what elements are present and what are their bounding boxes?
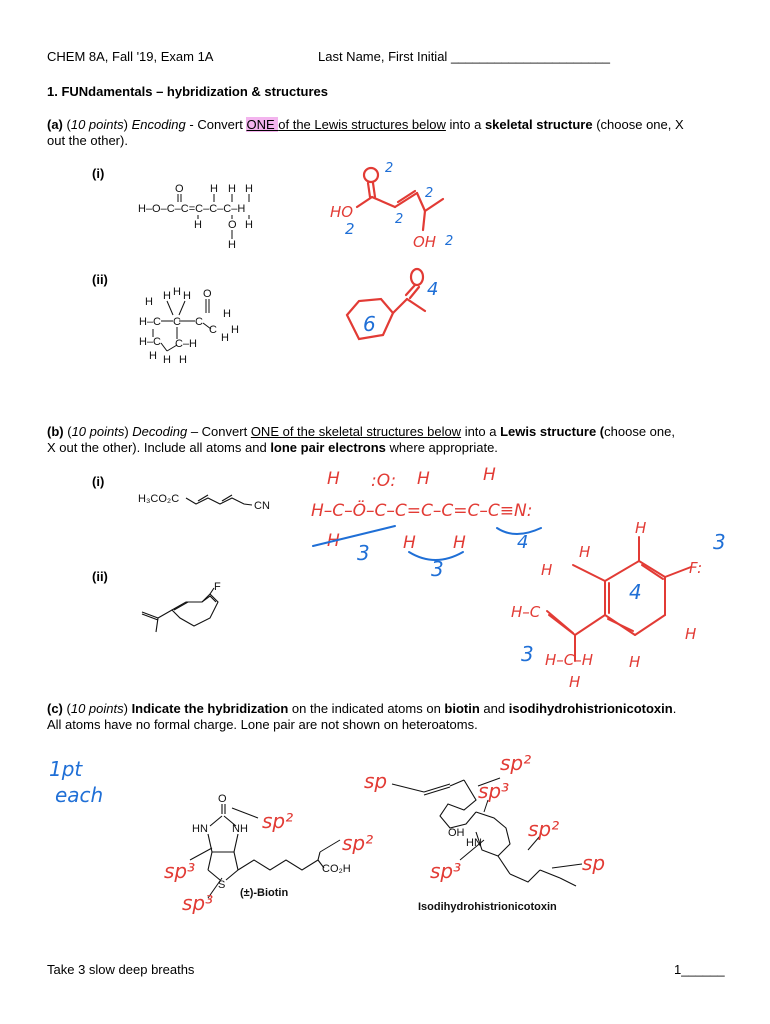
svg-text:C–H: C–H xyxy=(175,338,198,350)
lewis-structure-a-i xyxy=(130,180,290,260)
hw-count-b3: 4 xyxy=(517,532,529,553)
part-b-i: (i) xyxy=(92,474,105,489)
part-b-bold2: lone pair electrons xyxy=(270,440,386,455)
svg-text:H: H xyxy=(569,673,581,691)
course-header: CHEM 8A, Fall '19, Exam 1A xyxy=(47,49,214,64)
svg-text:O: O xyxy=(203,288,212,300)
part-a-line2: out the other). xyxy=(47,133,128,148)
svg-text:H: H xyxy=(417,469,430,489)
hw-count-ring-b: 4 xyxy=(629,580,642,604)
hw-count-b1: 3 xyxy=(357,541,370,565)
part-b-line2 xyxy=(47,440,498,456)
svg-text:H: H xyxy=(210,183,218,195)
toxin-hn: HN xyxy=(466,837,482,849)
skeletal-b-ii xyxy=(130,580,230,650)
answer-a-i-skeletal xyxy=(325,155,475,255)
svg-text:H: H xyxy=(629,653,641,671)
part-c-bold2: biotin xyxy=(444,701,480,716)
svg-text:H: H xyxy=(403,533,416,553)
part-c-t1: on the indicated atoms on xyxy=(288,701,445,716)
hybridization-labels xyxy=(0,740,770,930)
hw-count-ring: 6 xyxy=(363,312,376,336)
part-a-one: ONE xyxy=(246,117,279,132)
svg-text:H–C: H–C xyxy=(139,316,162,328)
hw-count-me: 2 xyxy=(425,186,434,201)
svg-text:H–O–C–C=C–C–C–H: H–O–C–C=C–C–C–H xyxy=(138,203,246,215)
svg-text:H: H xyxy=(453,533,466,553)
part-a-t4: (choose one, X xyxy=(592,117,684,132)
part-c-label: (c) xyxy=(47,701,63,716)
biotin-name: (±)-Biotin xyxy=(240,887,289,899)
svg-text:H–C: H–C xyxy=(139,336,162,348)
svg-text:H: H xyxy=(183,290,191,302)
part-a-ii: (ii) xyxy=(92,272,108,287)
part-a-encoding: Encoding xyxy=(131,117,186,132)
part-b-t3: choose one, xyxy=(604,424,675,439)
footer-note: Take 3 slow deep breaths xyxy=(47,962,195,977)
hyb-toxin-allene: sp xyxy=(582,851,606,875)
part-a-i: (i) xyxy=(92,166,105,181)
svg-text:O: O xyxy=(228,219,237,231)
hw-count-methyl: 3 xyxy=(521,642,534,666)
hw-count-b2: 3 xyxy=(431,557,444,581)
name-label xyxy=(318,49,610,65)
part-b-ii: (ii) xyxy=(92,569,108,584)
part-b-t1: – Convert xyxy=(187,424,251,439)
svg-text:H–C–H: H–C–H xyxy=(545,651,594,669)
part-b-ul: ONE of the skeletal structures below xyxy=(250,424,462,439)
part-b-line2b: where appropriate. xyxy=(385,440,498,455)
svg-text:H: H xyxy=(221,332,229,344)
hyb-toxin-n: sp³ xyxy=(430,859,462,883)
svg-text:H: H xyxy=(228,239,236,251)
svg-text:H: H xyxy=(179,354,187,366)
svg-text:H: H xyxy=(145,296,153,308)
part-a-t3: into a xyxy=(445,117,485,132)
hw-count-c: 2 xyxy=(395,212,404,227)
svg-text:H: H xyxy=(149,350,157,362)
hw-count-o: 2 xyxy=(385,161,394,176)
svg-text:H: H xyxy=(579,543,591,561)
answer-b-ii-lewis xyxy=(505,515,735,690)
part-a-bold: skeletal structure xyxy=(484,117,593,132)
hw-count-ketone: 4 xyxy=(427,279,439,300)
fluoro-label: F xyxy=(214,581,221,593)
svg-text:H: H xyxy=(223,308,231,320)
part-c-bold3: isodihydrohistrionicotoxin xyxy=(508,701,673,716)
formula-right: CN xyxy=(254,500,270,512)
hw-count-oh: 2 xyxy=(445,234,454,249)
svg-text:H–C–Ö–C–C=C–C=C–C≡N:: H–C–Ö–C–C=C–C=C–C≡N: xyxy=(311,501,533,521)
hyb-biotin-co: sp² xyxy=(262,809,294,833)
part-a-t2: of the Lewis structures below xyxy=(278,117,446,132)
svg-text:H: H xyxy=(245,219,253,231)
svg-text:H: H xyxy=(173,286,181,298)
answer-a-ii-skeletal xyxy=(335,265,455,360)
part-b-decoding: Decoding xyxy=(132,424,188,439)
hyb-biotin-ch: sp³ xyxy=(164,859,196,883)
biotin-co2h: CO₂H xyxy=(322,863,351,875)
part-a-points: 10 points xyxy=(70,117,124,132)
biotin-s: S xyxy=(218,879,226,891)
part-b-points: 10 points xyxy=(71,424,125,439)
toxin-name: Isodihydrohistrionicotoxin xyxy=(418,901,557,913)
svg-text:H: H xyxy=(327,469,340,489)
page-score: 1______ xyxy=(674,962,725,977)
svg-text:H: H xyxy=(228,183,236,195)
part-b-t2: into a xyxy=(461,424,501,439)
name-blank: ______________________ xyxy=(450,49,611,64)
toxin-oh: OH xyxy=(448,827,465,839)
part-b-label: (b) xyxy=(47,424,64,439)
svg-text:H: H xyxy=(327,531,340,551)
svg-text:H–C: H–C xyxy=(511,603,541,621)
part-b-bold1: Lewis structure ( xyxy=(500,424,605,439)
part-c-t3: . xyxy=(672,701,677,716)
part-a-prompt: (a) (10 points) Encoding - Convert ONE of the Lewis structures below into a skeletal structure (choose one, X xyxy=(47,117,684,132)
svg-text:H: H xyxy=(163,354,171,366)
part-c-bold1: Indicate the hybridization xyxy=(131,701,289,716)
question-title: 1. FUNdamentals – hybridization & structures xyxy=(47,84,329,99)
svg-text:H: H xyxy=(163,290,171,302)
hw-count-ho: 2 xyxy=(345,220,355,238)
biotin-o: O xyxy=(218,793,227,805)
biotin-nh: NH xyxy=(232,823,248,835)
hyb-toxin-c: sp² xyxy=(528,817,560,841)
hw-each: each xyxy=(55,783,104,807)
hyb-toxin-alkyne: sp xyxy=(364,769,388,793)
svg-text:F:: F: xyxy=(689,559,703,577)
hyb-biotin-s: sp³ xyxy=(182,891,214,915)
name-label-text: Last Name, First Initial xyxy=(318,49,448,64)
hw-ho: HO xyxy=(330,203,354,221)
svg-text:H: H xyxy=(245,183,253,195)
formula-left: H₃CO₂C xyxy=(138,493,180,505)
svg-text:C: C xyxy=(209,324,217,336)
svg-text:H: H xyxy=(231,324,239,336)
lewis-structure-a-ii xyxy=(135,285,250,375)
svg-text::O:: :O: xyxy=(371,471,397,491)
hyb-toxin-quat: sp³ xyxy=(478,779,510,803)
hw-1pt: 1pt xyxy=(49,757,83,781)
svg-text:H: H xyxy=(685,625,697,643)
svg-text:C: C xyxy=(173,316,181,328)
svg-text:H: H xyxy=(483,465,496,485)
hyb-toxin-alkene: sp² xyxy=(500,751,532,775)
part-a-label: (a) xyxy=(47,117,63,132)
part-a-t1: - Convert xyxy=(185,117,247,132)
part-b-prompt: (b) (10 points) Decoding – Convert ONE of the skeletal structures below into a Lewis structure (choose one, xyxy=(47,424,675,439)
part-c-line2: All atoms have no formal charge. Lone pair are not shown on heteroatoms. xyxy=(47,717,478,732)
part-c-points: 10 points xyxy=(70,701,124,716)
part-c-t2: and xyxy=(479,701,509,716)
biotin-hn: HN xyxy=(192,823,208,835)
part-b-line2a: X out the other). Include all atoms and xyxy=(47,440,271,455)
svg-text:H: H xyxy=(541,561,553,579)
svg-text:C: C xyxy=(195,316,203,328)
skeletal-b-i xyxy=(130,485,290,520)
hw-count-f: 3 xyxy=(713,530,726,554)
svg-text:H: H xyxy=(635,519,647,537)
svg-text:H: H xyxy=(194,219,202,231)
hyb-biotin-acid: sp² xyxy=(342,831,374,855)
hw-oh: OH xyxy=(413,233,437,251)
part-c-prompt: (c) (10 points) Indicate the hybridization on the indicated atoms on biotin and isodihydrohistrionicotoxin. xyxy=(47,701,677,716)
svg-text:O: O xyxy=(175,183,184,195)
